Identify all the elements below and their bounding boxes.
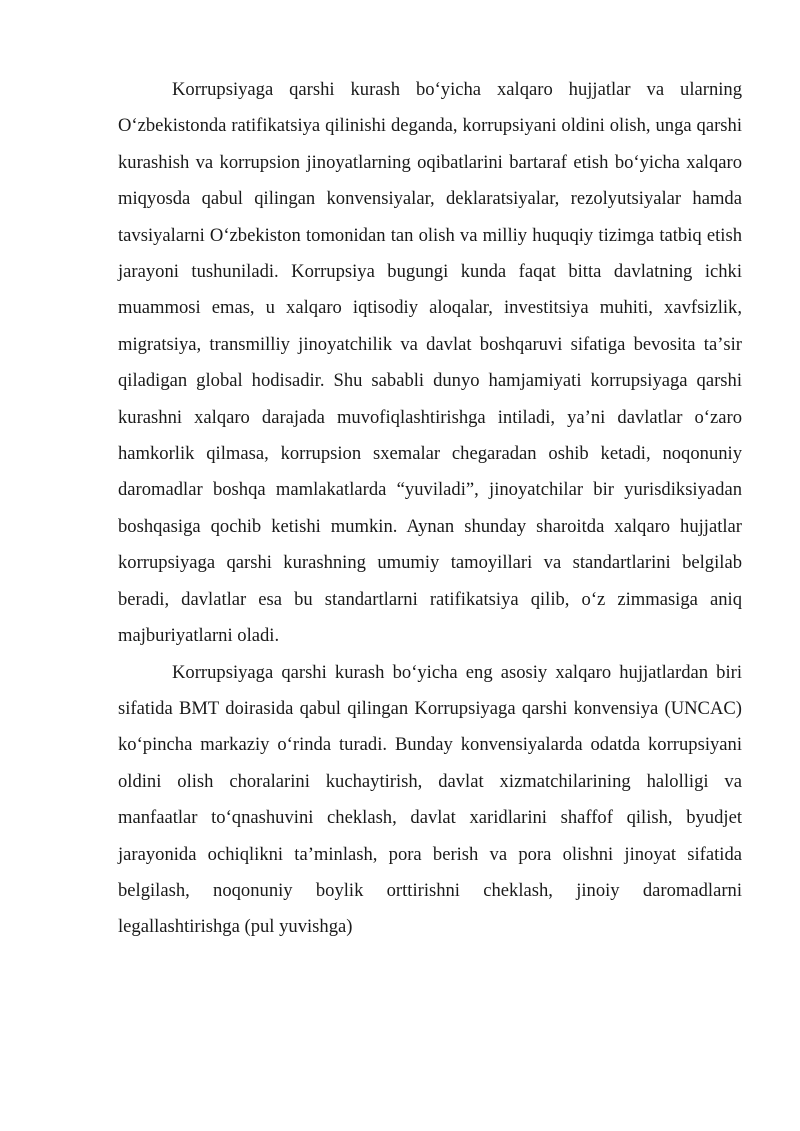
paragraph-1: Korrupsiyaga qarshi kurash boʻyicha xalqaro hujjatlar va ularning Oʻzbekistonda ratifikatsiya qilinishi deganda, korrupsiyani oldini olish, unga qarshi kurashish va korrupsion jinoyatlarning oqibatlarini bartaraf etish boʻyicha xalqaro miqyosda qabul qilingan konvensiyalar, deklaratsiyalar, rezolyutsiyalar hamda tavsiyalarni Oʻzbekiston tomonidan tan olish va milliy huquqiy tizimga tatbiq etish jarayoni tushuniladi. Korrupsiya bugungi kunda faqat bitta davlatning ichki muammosi emas, u xalqaro iqtisodiy aloqalar, investitsiya muhiti, xavfsizlik, migratsiya, transmilliy jinoyatchilik va davlat boshqaruvi sifatiga bevosita taʼsir qiladigan global hodisadir. Shu sababli dunyo hamjamiyati korrupsiyaga qarshi kurashni xalqaro darajada muvofiqlashtirishga intiladi, yaʼni davlatlar oʻzaro hamkorlik qilmasa, korrupsion sxemalar chegaradan oshib ketadi, noqonuniy daromadlar boshqa mamlakatlarda “yuviladi”, jinoyatchilar bir yurisdiksiyadan boshqasiga qochib ketishi mumkin. Aynan shunday sharoitda xalqaro hujjatlar korrupsiyaga qarshi kurashning umumiy tamoyillari va standartlarini belgilab beradi, davlatlar esa bu standartlarni ratifikatsiya qilib, oʻz zimmasiga aniq majburiyatlarni oladi. [118, 79, 742, 647]
paragraph-2: Korrupsiyaga qarshi kurash boʻyicha eng asosiy xalqaro hujjatlardan biri sifatida BMT doirasida qabul qilingan Korrupsiyaga qarshi konvensiya (UNCAC) koʻpincha markaziy oʻrinda turadi. Bunday konvensiyalarda odatda korrupsiyani oldini olish choralarini kuchaytirish, davlat xizmatchilarining halolligi va manfaatlar toʻqnashuvini cheklash, davlat xaridlarini shaffof qilish, byudjet jarayonida ochiqlikni taʼminlash, pora berish va pora olishni jinoyat sifatida belgilash, noqonuniy boylik orttirishni cheklash, jinoiy daromadlarni legallashtirishga (pul yuvishga) [118, 661, 742, 938]
document-page [118, 72, 742, 946]
